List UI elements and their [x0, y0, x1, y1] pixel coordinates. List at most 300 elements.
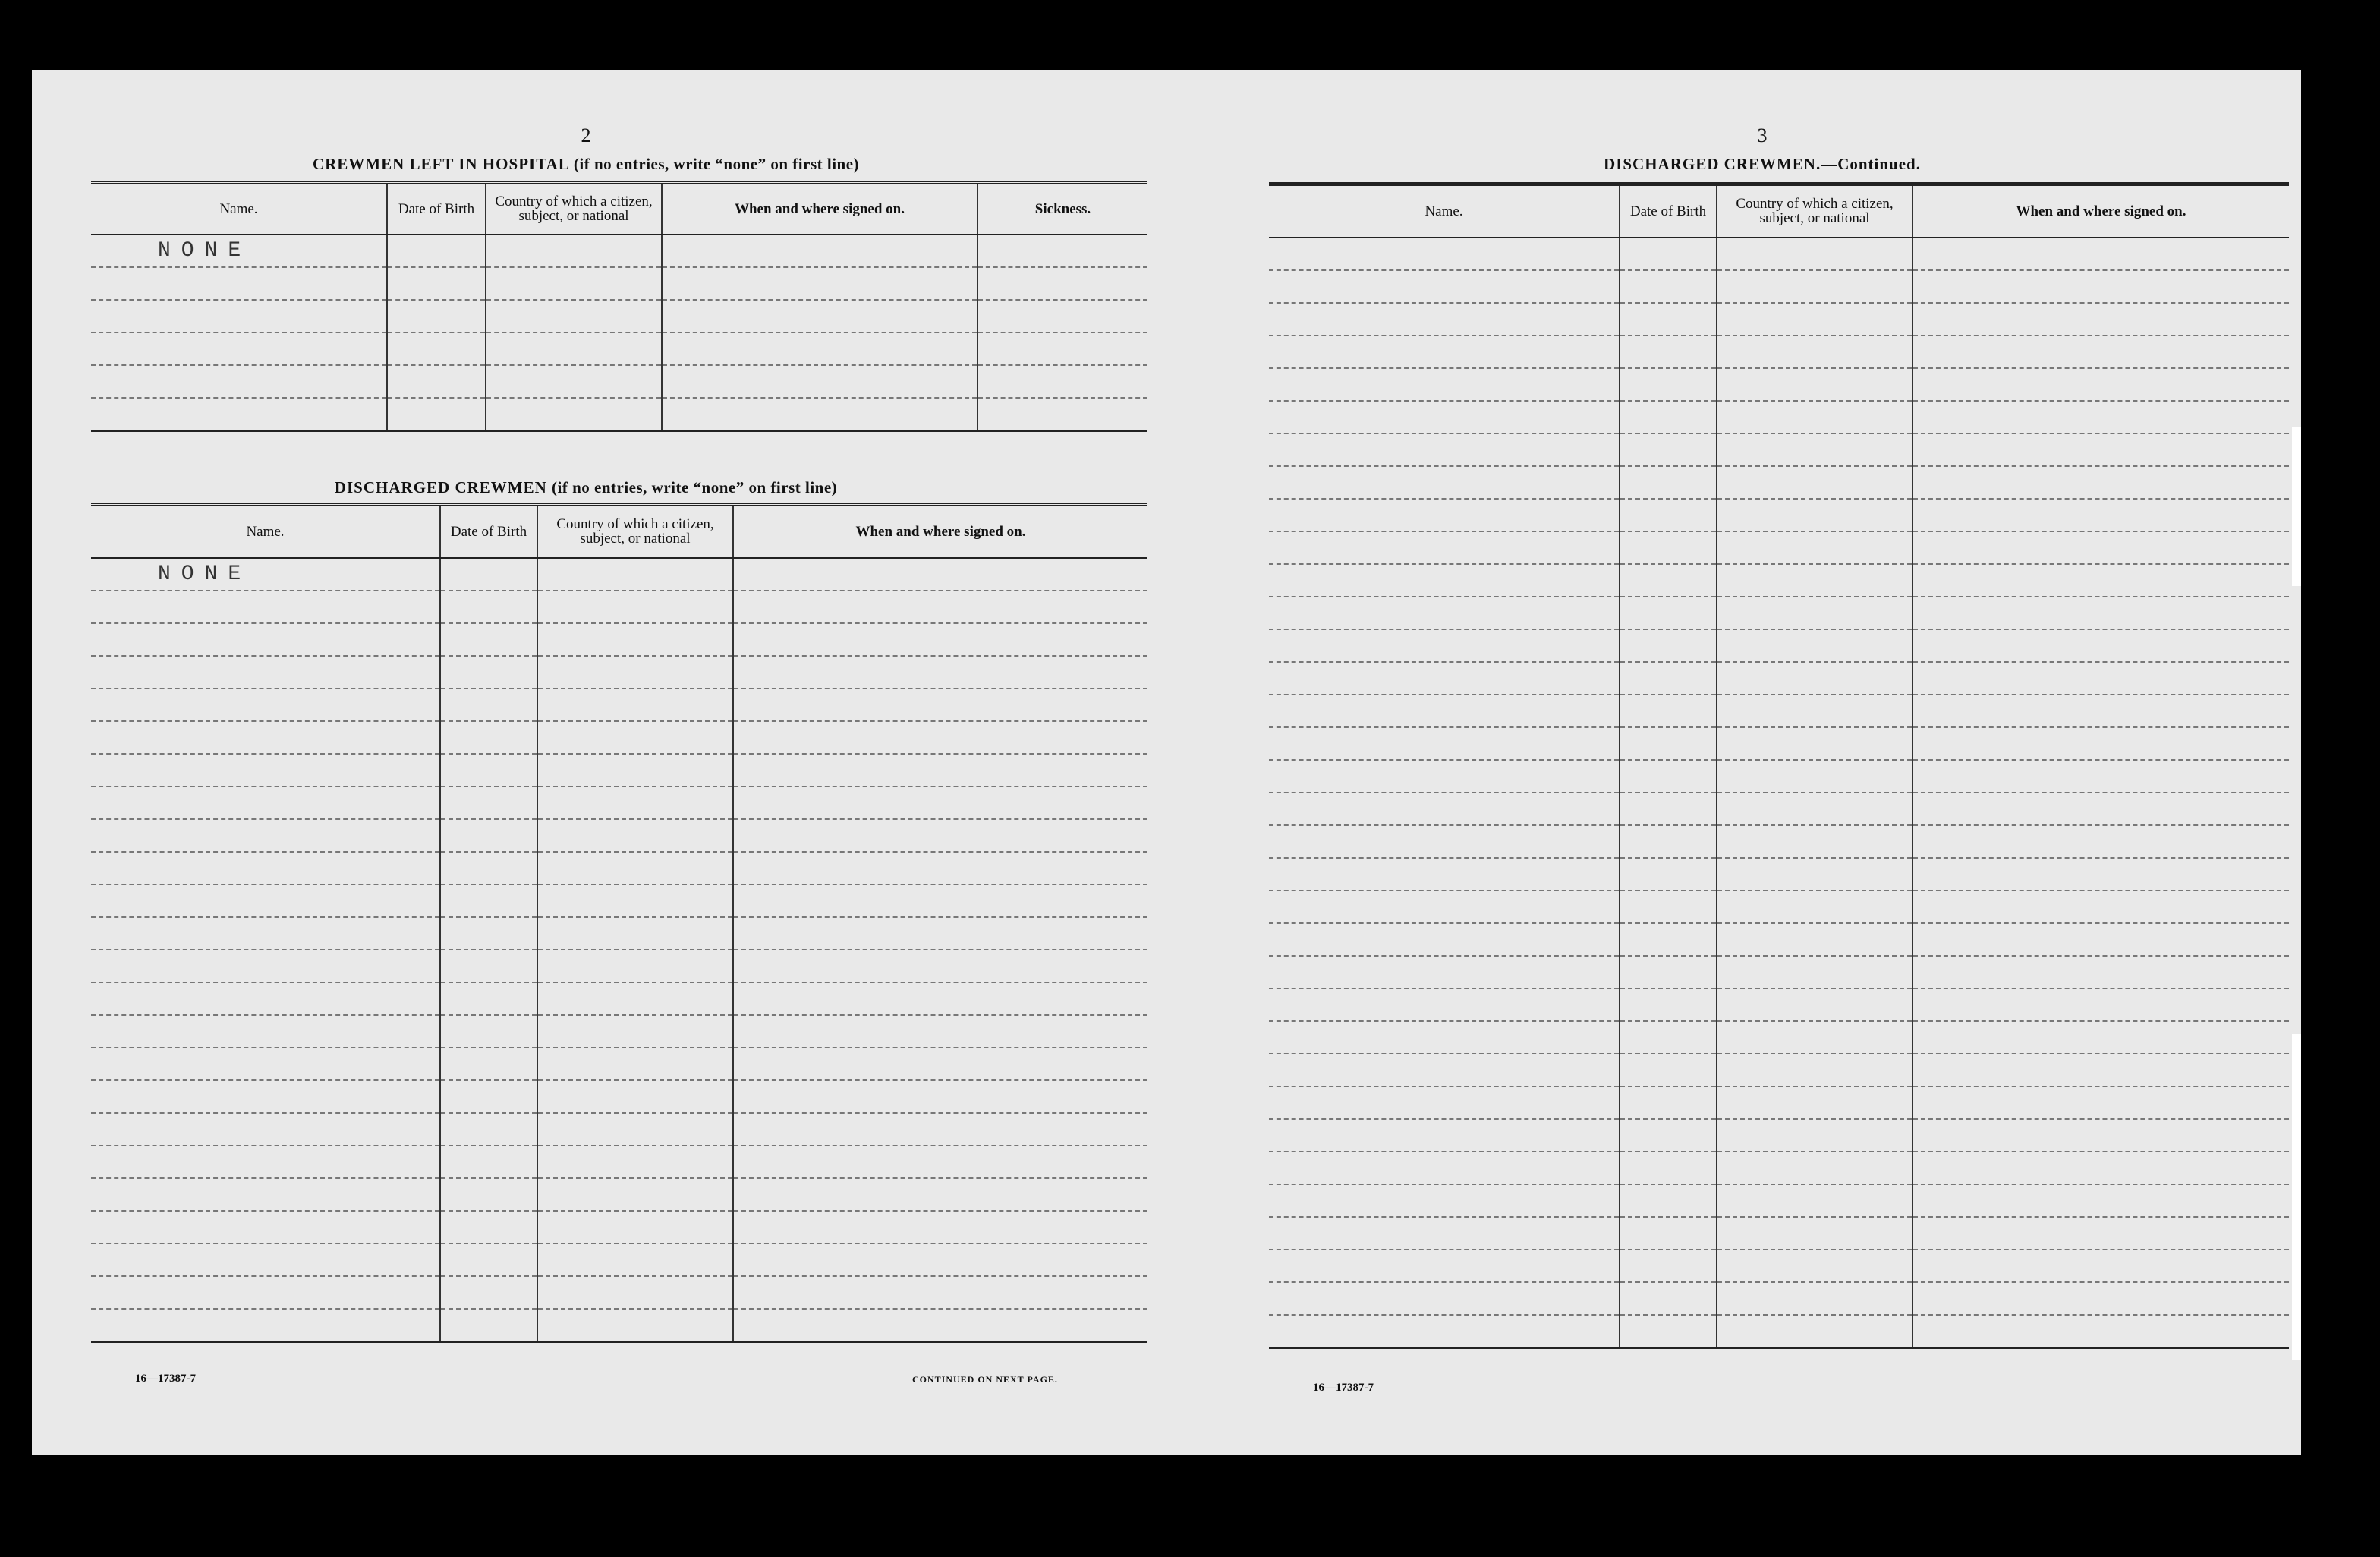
table-row — [1269, 923, 2289, 956]
table-cell — [91, 721, 440, 754]
table-cell — [1912, 988, 2289, 1021]
table-row — [91, 1048, 1148, 1080]
table-cell — [440, 1146, 537, 1178]
table-row — [91, 1211, 1148, 1243]
table-cell — [1269, 499, 1620, 531]
table-cell — [1620, 303, 1717, 336]
table-cell — [440, 852, 537, 884]
column-header-signed-on: When and where signed on. — [662, 183, 978, 235]
table-cell — [1620, 793, 1717, 825]
table-cell — [537, 852, 733, 884]
form-sheet — [32, 70, 2301, 1455]
table-row — [1269, 1315, 2289, 1348]
table-row — [91, 623, 1148, 656]
table-cell — [537, 917, 733, 950]
table-cell — [1912, 564, 2289, 597]
table-cell — [1269, 1119, 1620, 1152]
form-code: 16—17387-7 — [135, 1373, 196, 1385]
table-cell — [733, 558, 1148, 591]
table-cell — [733, 852, 1148, 884]
table-cell — [91, 1080, 440, 1113]
table-cell — [91, 1309, 440, 1342]
table-cell — [1717, 1250, 1912, 1282]
form-code: 16—17387-7 — [1313, 1382, 1374, 1394]
torn-edge — [2292, 427, 2301, 586]
column-header-sickness: Sickness. — [978, 183, 1148, 235]
table-cell — [1717, 825, 1912, 858]
table-cell — [1269, 825, 1620, 858]
table-cell — [978, 267, 1148, 300]
table-row — [91, 917, 1148, 950]
table-cell — [733, 1178, 1148, 1211]
table-cell — [440, 689, 537, 721]
table-cell — [486, 365, 662, 398]
table-cell — [733, 1113, 1148, 1146]
table-cell — [537, 623, 733, 656]
table-row — [91, 333, 1148, 365]
table-cell — [537, 786, 733, 819]
table-cell — [1912, 629, 2289, 662]
table-cell — [537, 1276, 733, 1309]
table-cell — [91, 1211, 440, 1243]
table-cell — [733, 721, 1148, 754]
table-cell — [1912, 956, 2289, 988]
table-cell — [440, 1048, 537, 1080]
table-cell — [733, 591, 1148, 623]
table-cell — [1620, 597, 1717, 629]
table-cell — [1269, 727, 1620, 760]
discharged-section-title — [32, 478, 1140, 497]
table-cell — [1620, 401, 1717, 433]
table-row — [1269, 401, 2289, 433]
table-cell — [537, 982, 733, 1015]
table-cell — [440, 1211, 537, 1243]
table-cell — [537, 884, 733, 917]
table-cell — [1269, 238, 1620, 270]
table-cell — [1620, 466, 1717, 499]
table-row — [91, 1113, 1148, 1146]
table-cell — [91, 754, 440, 786]
table-cell — [1912, 531, 2289, 564]
table-cell — [387, 365, 486, 398]
hospital-table — [91, 181, 1148, 432]
table-cell — [1912, 368, 2289, 401]
table-cell — [1269, 531, 1620, 564]
table-cell — [1717, 890, 1912, 923]
table-cell — [537, 950, 733, 982]
table-cell — [387, 398, 486, 431]
table-cell — [1620, 956, 1717, 988]
table-cell — [387, 333, 486, 365]
table-cell — [662, 365, 978, 398]
table-row — [91, 1309, 1148, 1342]
table-cell — [1912, 890, 2289, 923]
table-cell — [1717, 760, 1912, 793]
table-cell — [1912, 695, 2289, 727]
table-row — [91, 689, 1148, 721]
table-cell — [1620, 564, 1717, 597]
table-row — [1269, 988, 2289, 1021]
table-row — [91, 950, 1148, 982]
table-cell — [1717, 433, 1912, 466]
table-cell — [1717, 1184, 1912, 1217]
table-cell — [440, 1178, 537, 1211]
table-cell — [1269, 629, 1620, 662]
table-cell — [1717, 531, 1912, 564]
table-cell — [537, 1080, 733, 1113]
table-row — [91, 786, 1148, 819]
table-cell — [1717, 597, 1912, 629]
table-cell — [1912, 303, 2289, 336]
table-cell — [91, 982, 440, 1015]
table-cell — [440, 754, 537, 786]
table-cell — [1717, 1021, 1912, 1054]
column-header-name: Name. — [91, 183, 387, 235]
discharged-subtitle: (if no entries, write “none” on first line) — [552, 478, 838, 496]
table-cell — [1717, 564, 1912, 597]
table-cell — [1269, 303, 1620, 336]
table-row — [1269, 499, 2289, 531]
table-cell — [537, 754, 733, 786]
table-row — [1269, 1217, 2289, 1250]
table-cell — [1717, 238, 1912, 270]
table-cell — [1912, 727, 2289, 760]
table-cell — [1269, 1315, 1620, 1348]
table-row — [91, 1178, 1148, 1211]
column-header-date-of-birth: Date of Birth — [440, 505, 537, 558]
table-row — [1269, 825, 2289, 858]
table-cell — [733, 623, 1148, 656]
table-cell — [1717, 368, 1912, 401]
table-cell — [91, 365, 387, 398]
table-cell — [1269, 662, 1620, 695]
table-cell — [91, 1048, 440, 1080]
table-cell — [1717, 270, 1912, 303]
table-row — [1269, 466, 2289, 499]
table-cell — [1620, 499, 1717, 531]
table-cell — [1269, 1184, 1620, 1217]
table-cell — [1912, 1250, 2289, 1282]
table-cell — [733, 754, 1148, 786]
table-cell — [1620, 923, 1717, 956]
table-cell — [1912, 270, 2289, 303]
column-header-name: Name. — [91, 505, 440, 558]
table-cell — [662, 267, 978, 300]
table-row — [1269, 727, 2289, 760]
table-row — [91, 591, 1148, 623]
column-header-country: Country of which a citizen, subject, or national — [1717, 184, 1912, 238]
table-cell — [1620, 825, 1717, 858]
table-cell — [1717, 956, 1912, 988]
table-row — [1269, 662, 2289, 695]
table-cell — [1717, 629, 1912, 662]
table-cell — [440, 656, 537, 689]
table-cell — [978, 365, 1148, 398]
table-row — [1269, 793, 2289, 825]
table-row — [91, 1276, 1148, 1309]
table-cell — [91, 1015, 440, 1048]
table-row — [1269, 1184, 2289, 1217]
table-cell — [978, 333, 1148, 365]
table-cell — [1912, 662, 2289, 695]
table-cell — [733, 917, 1148, 950]
first-entry: NONE — [91, 558, 440, 591]
table-cell — [733, 982, 1148, 1015]
right-page — [1223, 70, 2301, 1455]
table-row — [91, 754, 1148, 786]
table-cell — [91, 333, 387, 365]
table-row — [1269, 1282, 2289, 1315]
table-cell — [733, 1211, 1148, 1243]
table-row — [1269, 597, 2289, 629]
table-cell — [1912, 499, 2289, 531]
table-cell — [440, 1276, 537, 1309]
table-cell — [1717, 1315, 1912, 1348]
table-cell — [1912, 825, 2289, 858]
table-cell — [440, 1015, 537, 1048]
table-cell — [91, 300, 387, 333]
table-row — [91, 1015, 1148, 1048]
table-cell — [1620, 1021, 1717, 1054]
table-cell — [1717, 466, 1912, 499]
table-cell — [1620, 1054, 1717, 1086]
table-cell — [537, 656, 733, 689]
table-cell — [537, 1113, 733, 1146]
table-row — [1269, 695, 2289, 727]
table-cell — [1912, 401, 2289, 433]
table-row — [91, 558, 1148, 591]
hospital-subtitle: (if no entries, write “none” on first line) — [573, 155, 860, 173]
table-cell — [1717, 988, 1912, 1021]
table-row — [1269, 1021, 2289, 1054]
column-header-signed-on: When and where signed on. — [733, 505, 1148, 558]
hospital-rows — [91, 235, 1148, 431]
table-cell — [662, 333, 978, 365]
table-cell — [537, 1243, 733, 1276]
table-row — [91, 267, 1148, 300]
table-cell — [486, 300, 662, 333]
table-cell — [440, 982, 537, 1015]
table-cell — [1912, 1152, 2289, 1184]
table-cell — [1620, 1282, 1717, 1315]
table-cell — [440, 950, 537, 982]
page-number: 2 — [581, 124, 591, 147]
table-row — [1269, 303, 2289, 336]
table-cell — [1717, 499, 1912, 531]
table-cell — [1269, 270, 1620, 303]
table-cell — [440, 623, 537, 656]
table-cell — [1269, 1282, 1620, 1315]
table-cell — [1912, 1184, 2289, 1217]
table-cell — [537, 1309, 733, 1342]
table-cell — [1269, 760, 1620, 793]
table-row — [1269, 270, 2289, 303]
table-cell — [1717, 336, 1912, 368]
table-row — [1269, 890, 2289, 923]
hospital-title: CREWMEN LEFT IN HOSPITAL — [312, 155, 569, 173]
table-cell — [1620, 336, 1717, 368]
table-row — [1269, 858, 2289, 890]
table-cell — [486, 267, 662, 300]
table-cell — [91, 623, 440, 656]
discharged-continued-title: DISCHARGED CREWMEN.—Continued. — [1604, 155, 1921, 173]
page-number: 3 — [1757, 124, 1768, 147]
table-row — [1269, 368, 2289, 401]
table-cell — [537, 1015, 733, 1048]
table-cell — [1269, 401, 1620, 433]
table-cell — [440, 1113, 537, 1146]
table-cell — [662, 398, 978, 431]
table-cell — [387, 300, 486, 333]
torn-edge — [2292, 1034, 2301, 1360]
table-cell — [537, 591, 733, 623]
table-cell — [537, 558, 733, 591]
table-cell — [733, 819, 1148, 852]
column-header-date-of-birth: Date of Birth — [387, 183, 486, 235]
table-cell — [91, 689, 440, 721]
table-row — [1269, 760, 2289, 793]
table-cell — [1912, 923, 2289, 956]
table-cell — [1269, 368, 1620, 401]
first-entry: NONE — [91, 235, 387, 267]
table-cell — [1620, 695, 1717, 727]
table-cell — [733, 884, 1148, 917]
table-cell — [91, 1113, 440, 1146]
table-cell — [91, 1243, 440, 1276]
table-cell — [1717, 727, 1912, 760]
table-cell — [91, 656, 440, 689]
table-row — [91, 398, 1148, 431]
table-cell — [1620, 629, 1717, 662]
discharged-continued-table — [1269, 182, 2289, 1349]
table-cell — [1912, 1054, 2289, 1086]
table-cell — [1717, 1282, 1912, 1315]
table-cell — [91, 398, 387, 431]
table-cell — [1269, 1250, 1620, 1282]
table-cell — [440, 1080, 537, 1113]
table-cell — [733, 656, 1148, 689]
table-row — [91, 300, 1148, 333]
table-cell — [486, 398, 662, 431]
table-cell — [1717, 401, 1912, 433]
table-row — [91, 365, 1148, 398]
table-cell — [1269, 1152, 1620, 1184]
table-cell — [1269, 858, 1620, 890]
table-cell — [1620, 662, 1717, 695]
table-cell — [1717, 858, 1912, 890]
table-cell — [91, 917, 440, 950]
table-row — [91, 819, 1148, 852]
table-cell — [733, 1146, 1148, 1178]
table-cell — [733, 1243, 1148, 1276]
table-row — [1269, 956, 2289, 988]
table-cell — [387, 267, 486, 300]
table-row — [91, 884, 1148, 917]
table-row — [1269, 238, 2289, 270]
table-cell — [1269, 564, 1620, 597]
table-cell — [1620, 1086, 1717, 1119]
table-cell — [91, 852, 440, 884]
table-cell — [1912, 793, 2289, 825]
table-cell — [91, 1146, 440, 1178]
table-cell — [662, 300, 978, 333]
table-cell — [1620, 1184, 1717, 1217]
table-cell — [1717, 695, 1912, 727]
table-cell — [1269, 597, 1620, 629]
table-cell — [1620, 433, 1717, 466]
table-cell — [1717, 1217, 1912, 1250]
column-header-country: Country of which a citizen, subject, or national — [486, 183, 662, 235]
table-cell — [537, 689, 733, 721]
table-cell — [1620, 368, 1717, 401]
table-cell — [1620, 270, 1717, 303]
hospital-section-title — [32, 155, 1140, 174]
table-cell — [733, 1080, 1148, 1113]
table-cell — [1912, 336, 2289, 368]
table-cell — [537, 1048, 733, 1080]
column-header-name: Name. — [1269, 184, 1620, 238]
table-cell — [1912, 760, 2289, 793]
table-row — [91, 1146, 1148, 1178]
table-cell — [91, 819, 440, 852]
table-cell — [91, 267, 387, 300]
table-row — [1269, 1054, 2289, 1086]
table-row — [91, 852, 1148, 884]
table-cell — [1620, 858, 1717, 890]
table-cell — [440, 917, 537, 950]
table-row — [1269, 336, 2289, 368]
continued-note: CONTINUED ON NEXT PAGE. — [912, 1374, 1058, 1385]
table-cell — [1269, 1086, 1620, 1119]
discharged-rows — [91, 558, 1148, 1342]
table-cell — [733, 1309, 1148, 1342]
table-row — [91, 235, 1148, 267]
table-row — [1269, 1119, 2289, 1152]
table-cell — [1620, 1119, 1717, 1152]
table-row — [1269, 629, 2289, 662]
table-row — [1269, 531, 2289, 564]
discharged-title: DISCHARGED CREWMEN — [334, 478, 547, 496]
table-cell — [978, 398, 1148, 431]
table-row — [91, 721, 1148, 754]
table-cell — [1620, 890, 1717, 923]
table-cell — [1912, 1282, 2289, 1315]
column-header-signed-on: When and where signed on. — [1912, 184, 2289, 238]
table-cell — [1912, 433, 2289, 466]
table-cell — [91, 950, 440, 982]
table-cell — [1620, 727, 1717, 760]
table-row — [91, 1080, 1148, 1113]
table-cell — [1269, 466, 1620, 499]
table-cell — [733, 1276, 1148, 1309]
table-cell — [537, 1178, 733, 1211]
table-cell — [440, 558, 537, 591]
table-cell — [486, 333, 662, 365]
table-cell — [1717, 303, 1912, 336]
table-cell — [1269, 923, 1620, 956]
table-row — [1269, 564, 2289, 597]
table-cell — [1912, 597, 2289, 629]
table-cell — [91, 1276, 440, 1309]
table-cell — [978, 300, 1148, 333]
discharged-table — [91, 503, 1148, 1343]
table-cell — [440, 721, 537, 754]
table-cell — [1912, 1315, 2289, 1348]
table-cell — [91, 884, 440, 917]
table-cell — [1717, 1119, 1912, 1152]
table-cell — [440, 1309, 537, 1342]
column-header-date-of-birth: Date of Birth — [1620, 184, 1717, 238]
